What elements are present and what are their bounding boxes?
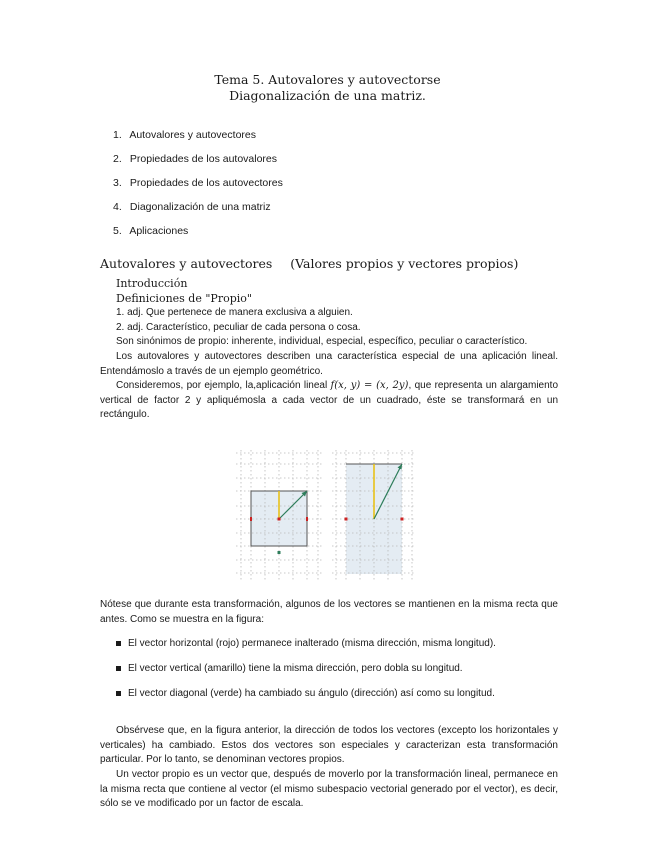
title-line-1: Tema 5. Autovalores y autovectorse xyxy=(214,72,441,87)
origin-dot xyxy=(278,518,281,521)
definition-2: 2. adj. Característico, peculiar de cada persona o cosa. xyxy=(116,321,361,333)
toc-item: 4. Diagonalización de una matriz xyxy=(113,201,271,213)
list-item: El vector diagonal (verde) ha cambiado su ángulo (dirección) así como su longitud. xyxy=(100,687,558,712)
bullet-icon xyxy=(116,641,121,646)
synonyms-paragraph: Son sinónimos de propio: inherente, individual, especial, específico, peculiar o característico. xyxy=(116,336,528,348)
transformation-figure xyxy=(236,450,416,582)
table-of-contents xyxy=(113,128,563,248)
grid-marker xyxy=(278,551,281,554)
list-item: El vector horizontal (rojo) permanece inalterado (misma dirección, misma longitud). xyxy=(100,637,558,662)
intro-heading: Introducción xyxy=(116,277,188,290)
section-subtitle: (Valores propios y vectores propios) xyxy=(290,256,519,271)
observation-paragraph: Obsérvese que, en la figura anterior, la dirección de todos los vectores (excepto los horizontales y verticales) ha cambiado. Estos dos vectores son especiales y caracterizan esta transformación particular. Por lo tanto, se denominan vectores propios. xyxy=(100,725,558,766)
toc-item: 3. Propiedades de los autovectores xyxy=(113,177,283,189)
rectangle-panel xyxy=(332,450,416,582)
lower-body xyxy=(100,598,558,812)
vector-bullet-list xyxy=(100,637,558,712)
title-line-2: Diagonalización de una matriz. xyxy=(229,88,426,103)
bullet-icon xyxy=(116,666,121,671)
notice-paragraph: Nótese que durante esta transformación, algunos de los vectores se mantienen en la misma recta que antes. Como se muestra en la figura: xyxy=(100,599,558,625)
square-panel xyxy=(236,450,322,582)
toc-item: 5. Aplicaciones xyxy=(113,225,189,237)
definitions-heading: Definiciones de "Propio" xyxy=(116,291,252,305)
definition-paragraph: Un vector propio es un vector que, después de moverlo por la transformación lineal, permanece en la misma recta que contiene al vector (el mismo subespacio vectorial generado por el vector), es decir, sólo se ve modificado por un factor de escala. xyxy=(100,768,558,810)
toc-item: 1. Autovalores y autovectores xyxy=(113,129,256,141)
definition-1: 1. adj. Que pertenece de manera exclusiva a alguien. xyxy=(116,307,353,319)
map-formula: f(x, y) = (x, 2y) xyxy=(330,380,409,392)
section-title: Autovalores y autovectores xyxy=(100,256,273,271)
example-paragraph: Consideremos, por ejemplo, la,aplicación lineal f(x, y) = (x, 2y), que representa un alargamiento vertical de factor 2 y apliquémosla a cada vector de un cuadrado, éste se transformará en un rectángulo. xyxy=(100,380,558,421)
document-title xyxy=(0,72,655,104)
section-heading xyxy=(100,256,560,271)
eigen-intro-paragraph: Los autovalores y autovectores describen una característica especial de una aplicación lineal. Entendámoslo a través de un ejemplo geométrico. xyxy=(100,350,558,377)
list-item: El vector vertical (amarillo) tiene la misma dirección, pero dobla su longitud. xyxy=(100,662,558,687)
horizontal-vector-after xyxy=(401,518,404,521)
intro-body xyxy=(100,277,558,423)
horizontal-vector-after-left xyxy=(345,518,348,521)
bullet-icon xyxy=(116,691,121,696)
toc-item: 2. Propiedades de los autovalores xyxy=(113,153,278,165)
